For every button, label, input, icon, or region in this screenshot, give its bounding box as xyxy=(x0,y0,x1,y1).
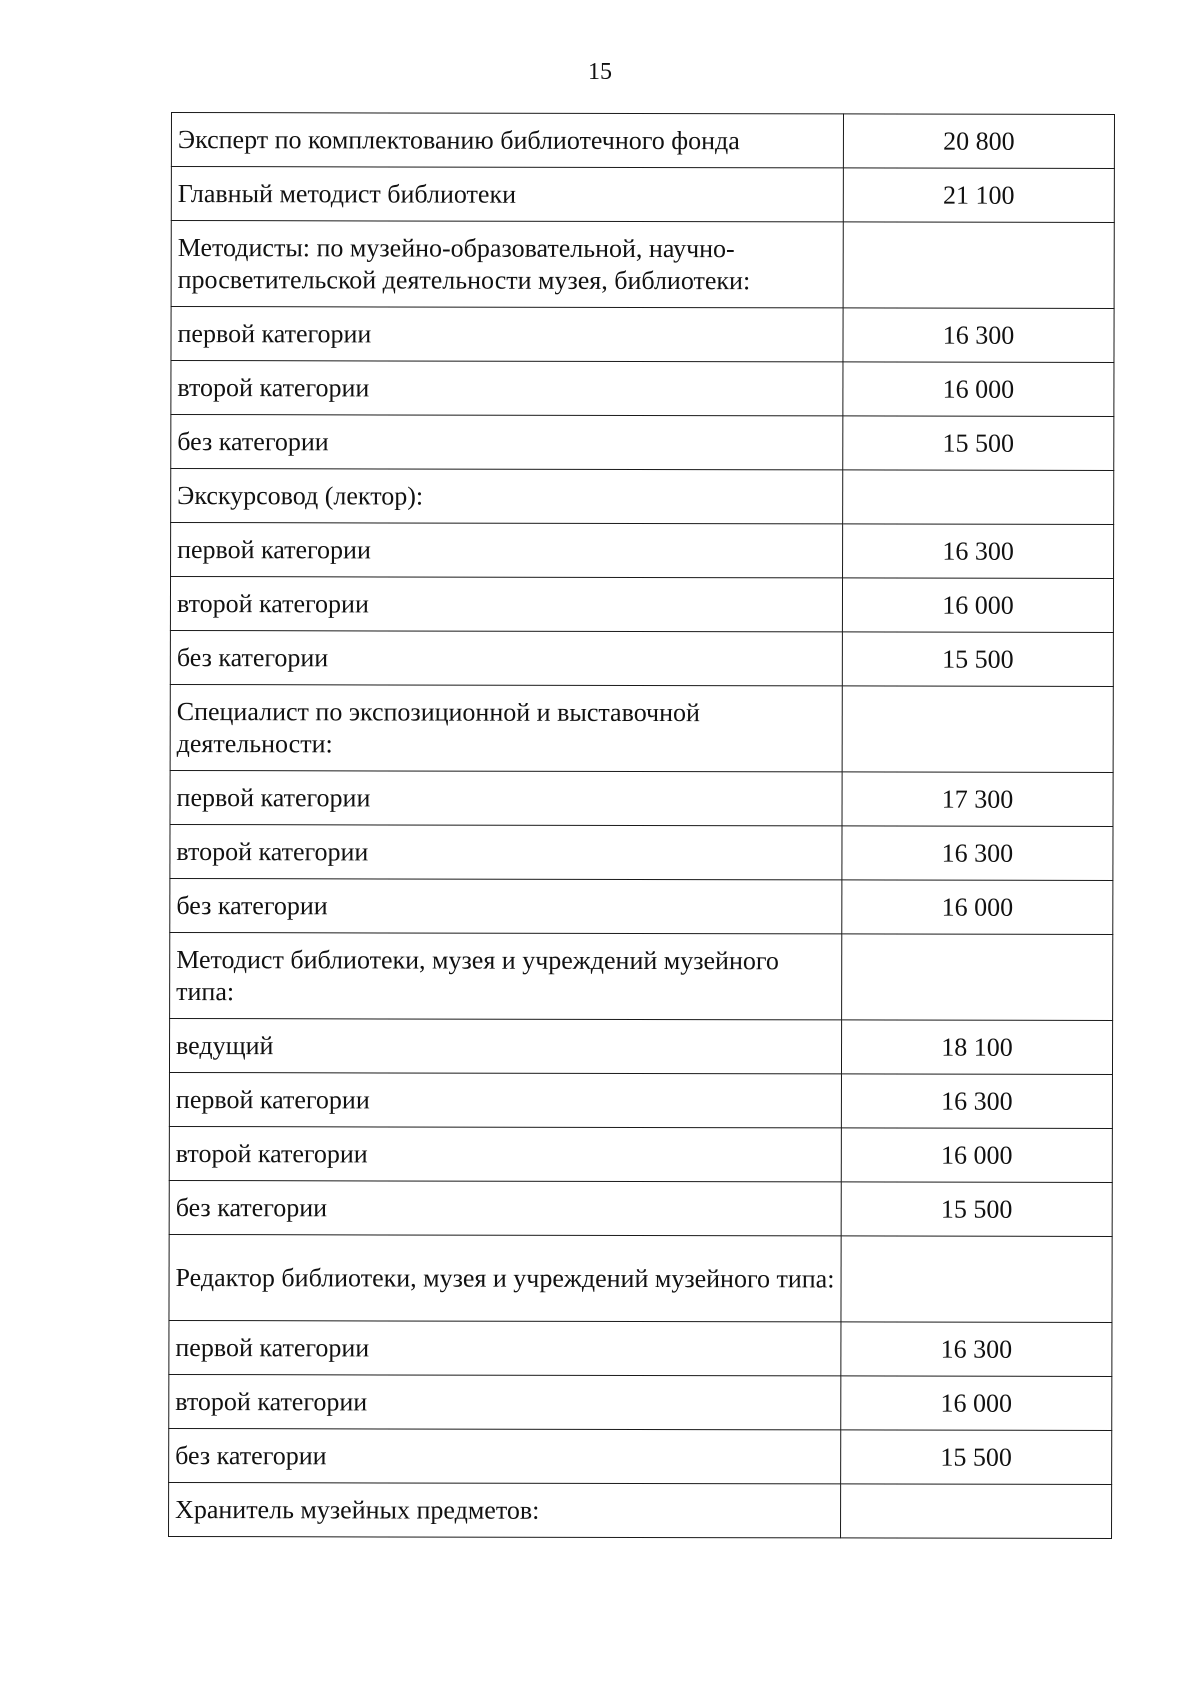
table-row xyxy=(171,221,1114,309)
table-row xyxy=(171,113,1114,169)
position-cell: Методисты: по музейно-образовательной, научно-просветительской деятельности музея, библиотеки: xyxy=(171,221,843,308)
salary-cell: 20 800 xyxy=(843,114,1114,169)
salary-cell: 17 300 xyxy=(842,772,1113,827)
salary-cell: 16 000 xyxy=(842,880,1113,935)
table-row xyxy=(171,415,1114,471)
salary-cell: 16 300 xyxy=(843,524,1114,579)
position-cell: первой категории xyxy=(170,770,842,825)
position-cell: без категории xyxy=(169,1428,841,1483)
salary-cell xyxy=(841,1484,1112,1539)
position-cell: без категории xyxy=(170,630,842,685)
position-cell: второй категории xyxy=(171,361,843,416)
salary-cell: 16 000 xyxy=(842,578,1113,633)
position-cell: Специалист по экспозиционной и выставочной деятельности: xyxy=(170,684,842,771)
table-row xyxy=(169,1374,1112,1430)
salary-cell: 15 500 xyxy=(841,1182,1112,1237)
salary-cell xyxy=(842,686,1113,773)
salary-cell: 15 500 xyxy=(841,1430,1112,1485)
salary-cell: 16 300 xyxy=(843,308,1114,363)
salary-table xyxy=(168,112,1115,1539)
salary-cell: 16 300 xyxy=(841,1074,1112,1129)
table-row xyxy=(171,307,1114,363)
salary-cell: 21 100 xyxy=(843,168,1114,223)
position-cell: Экскурсовод (лектор): xyxy=(171,469,843,524)
table-row xyxy=(169,1234,1112,1322)
position-cell: Хранитель музейных предметов: xyxy=(169,1482,841,1537)
table-row xyxy=(169,1018,1112,1074)
position-cell: первой категории xyxy=(169,1320,841,1375)
table-row xyxy=(170,770,1113,826)
table-row xyxy=(169,1320,1112,1376)
position-cell: Главный методист библиотеки xyxy=(171,167,843,222)
salary-cell xyxy=(843,222,1114,309)
table-row xyxy=(171,167,1114,223)
position-cell: Методист библиотеки, музея и учреждений музейного типа: xyxy=(170,932,842,1019)
position-cell: первой категории xyxy=(169,1072,841,1127)
salary-cell: 15 500 xyxy=(843,416,1114,471)
table-row xyxy=(171,361,1114,417)
page-number: 15 xyxy=(588,59,612,85)
table-row xyxy=(169,1072,1112,1128)
salary-cell xyxy=(842,934,1113,1021)
position-cell: Эксперт по комплектованию библиотечного фонда xyxy=(171,113,843,168)
salary-cell: 16 000 xyxy=(841,1376,1112,1431)
position-cell: второй категории xyxy=(170,577,842,632)
position-cell: первой категории xyxy=(171,307,843,362)
table-row xyxy=(170,684,1113,772)
position-cell: без категории xyxy=(171,415,843,470)
table-row xyxy=(169,1428,1112,1484)
salary-cell: 16 300 xyxy=(842,826,1113,881)
salary-cell xyxy=(843,470,1114,525)
salary-cell: 16 000 xyxy=(843,362,1114,417)
table-row xyxy=(171,469,1114,525)
table-row xyxy=(170,577,1113,633)
salary-cell: 16 000 xyxy=(841,1128,1112,1183)
table-row xyxy=(169,1126,1112,1182)
position-cell: второй категории xyxy=(169,1374,841,1429)
position-cell: без категории xyxy=(169,1180,841,1235)
table-row xyxy=(170,932,1113,1020)
table-row xyxy=(169,1180,1112,1236)
salary-cell: 18 100 xyxy=(841,1020,1112,1075)
salary-table-body xyxy=(169,113,1115,1539)
table-row xyxy=(170,878,1113,934)
position-cell: второй категории xyxy=(170,824,842,879)
salary-cell: 16 300 xyxy=(841,1322,1112,1377)
position-cell: Редактор библиотеки, музея и учреждений музейного типа: xyxy=(169,1234,841,1321)
salary-cell xyxy=(841,1236,1112,1323)
table-row xyxy=(170,824,1113,880)
position-cell: второй категории xyxy=(169,1126,841,1181)
table-row xyxy=(171,523,1114,579)
table-row xyxy=(170,630,1113,686)
position-cell: без категории xyxy=(170,878,842,933)
position-cell: ведущий xyxy=(169,1018,841,1073)
position-cell: первой категории xyxy=(171,523,843,578)
salary-cell: 15 500 xyxy=(842,632,1113,687)
table-row xyxy=(169,1482,1112,1538)
